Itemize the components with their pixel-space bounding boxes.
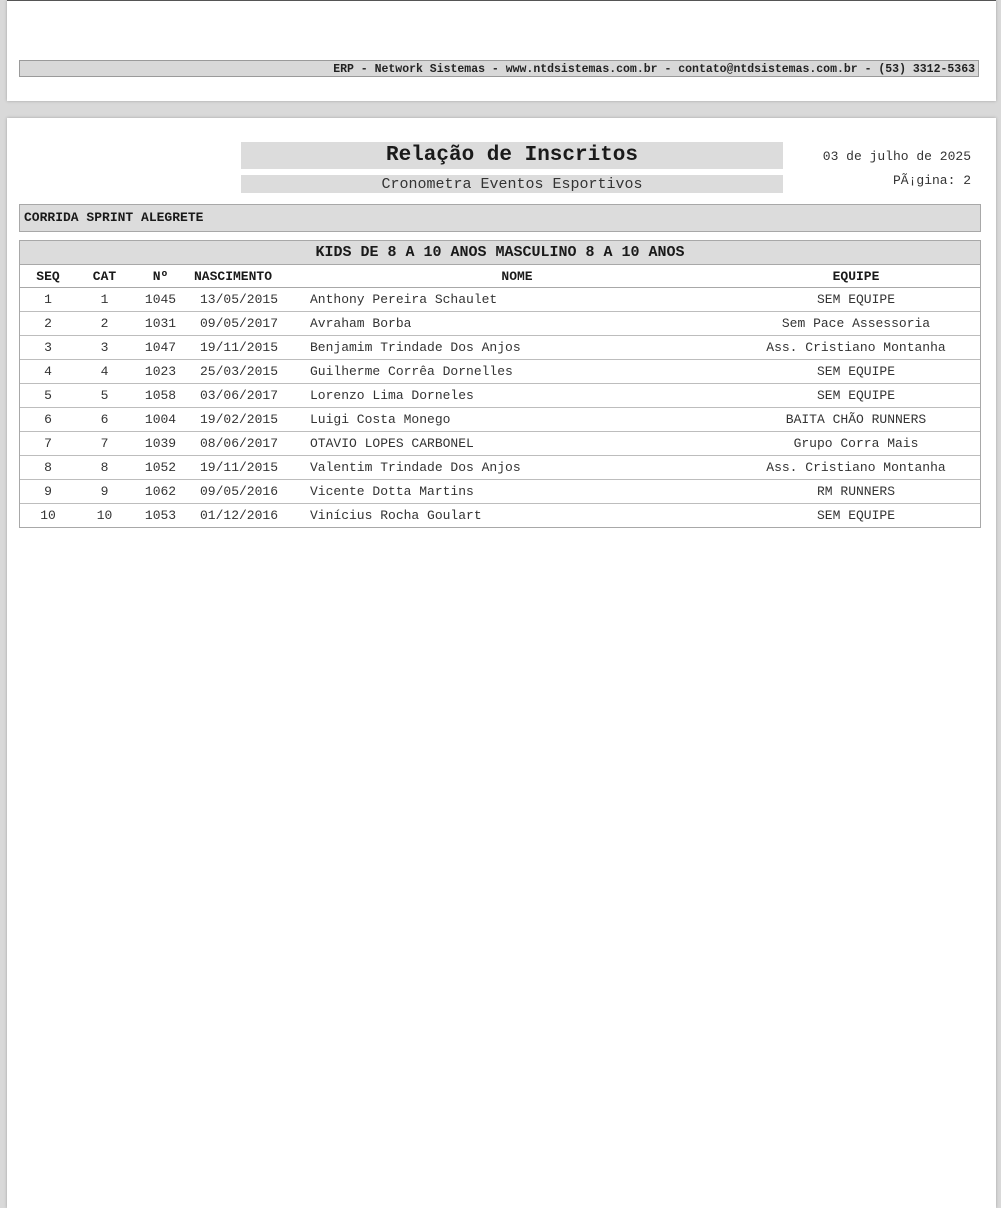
cell-num: 1023 bbox=[133, 360, 188, 384]
table-row bbox=[20, 504, 980, 528]
cell-nascimento: 08/06/2017 bbox=[188, 432, 302, 456]
cell-equipe: Ass. Cristiano Montanha bbox=[732, 336, 980, 360]
cell-num: 1062 bbox=[133, 480, 188, 504]
cell-equipe: Grupo Corra Mais bbox=[732, 432, 980, 456]
previous-page-sheet bbox=[7, 0, 996, 101]
cell-nascimento: 09/05/2016 bbox=[188, 480, 302, 504]
table-row bbox=[20, 480, 980, 504]
cell-seq: 9 bbox=[20, 480, 76, 504]
cell-nascimento: 13/05/2015 bbox=[188, 288, 302, 312]
cell-seq: 2 bbox=[20, 312, 76, 336]
cell-nascimento: 19/11/2015 bbox=[188, 336, 302, 360]
cell-cat: 10 bbox=[96, 508, 113, 523]
cell-nome: Luigi Costa Monego bbox=[302, 408, 732, 432]
cell-seq: 3 bbox=[20, 336, 76, 360]
report-subtitle: Cronometra Eventos Esportivos bbox=[241, 175, 783, 193]
table-row bbox=[20, 432, 980, 456]
cell-seq: 5 bbox=[20, 384, 76, 408]
cell-nome: Lorenzo Lima Dorneles bbox=[302, 384, 732, 408]
cell-nome: Vicente Dotta Martins bbox=[302, 480, 732, 504]
category-title: KIDS DE 8 A 10 ANOS MASCULINO 8 A 10 ANOS bbox=[20, 241, 980, 265]
cell-nascimento: 01/12/2016 bbox=[200, 508, 279, 523]
cell-num: 1052 bbox=[133, 456, 188, 480]
cell-cat: 2 bbox=[76, 312, 133, 336]
cell-nome: Anthony Pereira Schaulet bbox=[302, 288, 732, 312]
table-header-row bbox=[20, 265, 980, 288]
column-header-cat: CAT bbox=[76, 265, 133, 288]
page-footer: ERP - Network Sistemas - www.ntdsistemas.com.br - contato@ntdsistemas.com.br - (53) 3312-5363 bbox=[19, 60, 979, 77]
cell-seq: 1 bbox=[20, 288, 76, 312]
table-row bbox=[20, 408, 980, 432]
cell-seq: 10 bbox=[40, 508, 56, 523]
table-row bbox=[20, 312, 980, 336]
report-title: Relação de Inscritos bbox=[241, 142, 783, 169]
registrants-table-section bbox=[19, 240, 981, 528]
cell-equipe: SEM EQUIPE bbox=[732, 384, 980, 408]
column-header-seq: SEQ bbox=[20, 265, 76, 288]
cell-nome: Avraham Borba bbox=[302, 312, 732, 336]
table-row bbox=[20, 288, 980, 312]
cell-equipe: SEM EQUIPE bbox=[732, 288, 980, 312]
report-page-sheet bbox=[7, 118, 996, 1208]
cell-cat: 7 bbox=[76, 432, 133, 456]
cell-equipe: SEM EQUIPE bbox=[816, 508, 895, 523]
cell-cat: 5 bbox=[76, 384, 133, 408]
cell-cat: 8 bbox=[76, 456, 133, 480]
cell-nome: Benjamim Trindade Dos Anjos bbox=[302, 336, 732, 360]
cell-nome: OTAVIO LOPES CARBONEL bbox=[302, 432, 732, 456]
cell-num: 1039 bbox=[133, 432, 188, 456]
page-number: PÃ¡gina: 2 bbox=[892, 173, 971, 188]
cell-cat: 6 bbox=[76, 408, 133, 432]
cell-equipe: BAITA CHÃO RUNNERS bbox=[732, 408, 980, 432]
cell-nome: Vinícius Rocha Goulart bbox=[310, 508, 482, 523]
cell-num: 1047 bbox=[133, 336, 188, 360]
cell-equipe: Sem Pace Assessoria bbox=[732, 312, 980, 336]
column-header-num: Nº bbox=[133, 265, 188, 288]
column-header-nascimento: NASCIMENTO bbox=[188, 265, 302, 288]
cell-num: 1058 bbox=[133, 384, 188, 408]
cell-equipe: Ass. Cristiano Montanha bbox=[732, 456, 980, 480]
cell-num: 1053 bbox=[144, 508, 177, 523]
cell-nome: Valentim Trindade Dos Anjos bbox=[302, 456, 732, 480]
cell-seq: 7 bbox=[20, 432, 76, 456]
event-name: CORRIDA SPRINT ALEGRETE bbox=[19, 204, 981, 232]
cell-cat: 3 bbox=[76, 336, 133, 360]
cell-nascimento: 09/05/2017 bbox=[188, 312, 302, 336]
table-row bbox=[20, 360, 980, 384]
column-header-nome: NOME bbox=[302, 265, 732, 288]
cell-nascimento: 03/06/2017 bbox=[188, 384, 302, 408]
cell-nascimento: 19/02/2015 bbox=[188, 408, 302, 432]
cell-nascimento: 19/11/2015 bbox=[188, 456, 302, 480]
cell-nascimento: 25/03/2015 bbox=[188, 360, 302, 384]
cell-cat: 9 bbox=[76, 480, 133, 504]
cell-nome: Guilherme Corrêa Dornelles bbox=[302, 360, 732, 384]
cell-num: 1045 bbox=[133, 288, 188, 312]
cell-seq: 6 bbox=[20, 408, 76, 432]
cell-equipe: RM RUNNERS bbox=[732, 480, 980, 504]
table-row bbox=[20, 384, 980, 408]
cell-seq: 8 bbox=[20, 456, 76, 480]
cell-num: 1031 bbox=[133, 312, 188, 336]
cell-cat: 4 bbox=[76, 360, 133, 384]
cell-num: 1004 bbox=[133, 408, 188, 432]
table-row bbox=[20, 456, 980, 480]
cell-cat: 1 bbox=[76, 288, 133, 312]
column-header-equipe: EQUIPE bbox=[732, 265, 980, 288]
table-body bbox=[20, 288, 980, 528]
cell-equipe: SEM EQUIPE bbox=[732, 360, 980, 384]
cell-seq: 4 bbox=[20, 360, 76, 384]
table-row bbox=[20, 336, 980, 360]
report-date: 03 de julho de 2025 bbox=[822, 149, 971, 164]
registrants-table bbox=[20, 265, 980, 527]
